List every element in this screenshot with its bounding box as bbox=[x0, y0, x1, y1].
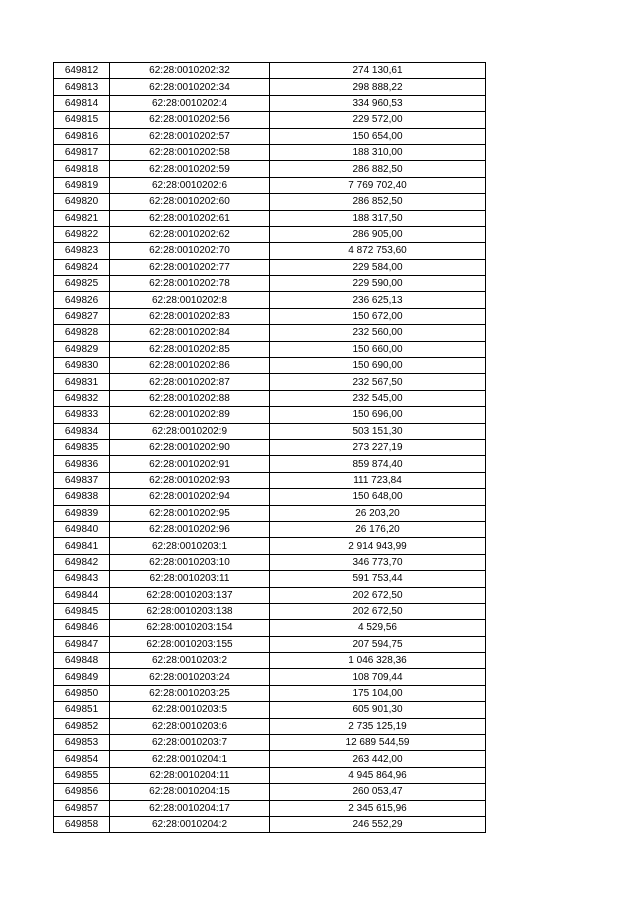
row-number-cell: 649820 bbox=[54, 194, 110, 210]
row-number-cell: 649817 bbox=[54, 144, 110, 160]
table-row bbox=[54, 226, 486, 242]
cadastral-number-cell: 62:28:0010202:57 bbox=[110, 128, 270, 144]
row-number-cell: 649850 bbox=[54, 685, 110, 701]
cadastral-number-cell: 62:28:0010204:15 bbox=[110, 784, 270, 800]
value-cell: 4 529,56 bbox=[270, 620, 486, 636]
table-row bbox=[54, 374, 486, 390]
cadastral-number-cell: 62:28:0010203:2 bbox=[110, 653, 270, 669]
row-number-cell: 649848 bbox=[54, 653, 110, 669]
table-row bbox=[54, 653, 486, 669]
value-cell: 26 203,20 bbox=[270, 505, 486, 521]
cadastral-number-cell: 62:28:0010202:84 bbox=[110, 325, 270, 341]
row-number-cell: 649814 bbox=[54, 95, 110, 111]
table-row bbox=[54, 423, 486, 439]
table-row bbox=[54, 472, 486, 488]
value-cell: 503 151,30 bbox=[270, 423, 486, 439]
value-cell: 286 882,50 bbox=[270, 161, 486, 177]
cadastral-number-cell: 62:28:0010204:1 bbox=[110, 751, 270, 767]
value-cell: 298 888,22 bbox=[270, 79, 486, 95]
row-number-cell: 649824 bbox=[54, 259, 110, 275]
row-number-cell: 649835 bbox=[54, 439, 110, 455]
table-body bbox=[54, 63, 486, 833]
value-cell: 202 672,50 bbox=[270, 603, 486, 619]
value-cell: 188 310,00 bbox=[270, 144, 486, 160]
value-cell: 150 660,00 bbox=[270, 341, 486, 357]
table-row bbox=[54, 767, 486, 783]
table-row bbox=[54, 489, 486, 505]
cadastral-number-cell: 62:28:0010202:59 bbox=[110, 161, 270, 177]
value-cell: 12 689 544,59 bbox=[270, 735, 486, 751]
table-row bbox=[54, 587, 486, 603]
value-cell: 108 709,44 bbox=[270, 669, 486, 685]
value-cell: 260 053,47 bbox=[270, 784, 486, 800]
value-cell: 229 584,00 bbox=[270, 259, 486, 275]
cadastral-number-cell: 62:28:0010202:6 bbox=[110, 177, 270, 193]
row-number-cell: 649813 bbox=[54, 79, 110, 95]
cadastral-number-cell: 62:28:0010202:61 bbox=[110, 210, 270, 226]
table-row bbox=[54, 194, 486, 210]
row-number-cell: 649858 bbox=[54, 816, 110, 832]
table-row bbox=[54, 505, 486, 521]
value-cell: 286 852,50 bbox=[270, 194, 486, 210]
row-number-cell: 649822 bbox=[54, 226, 110, 242]
value-cell: 2 345 615,96 bbox=[270, 800, 486, 816]
table-row bbox=[54, 636, 486, 652]
row-number-cell: 649815 bbox=[54, 112, 110, 128]
value-cell: 232 567,50 bbox=[270, 374, 486, 390]
cadastral-number-cell: 62:28:0010202:86 bbox=[110, 358, 270, 374]
value-cell: 150 672,00 bbox=[270, 308, 486, 324]
row-number-cell: 649832 bbox=[54, 390, 110, 406]
table-row bbox=[54, 308, 486, 324]
value-cell: 188 317,50 bbox=[270, 210, 486, 226]
row-number-cell: 649839 bbox=[54, 505, 110, 521]
table-row bbox=[54, 358, 486, 374]
cadastral-number-cell: 62:28:0010202:4 bbox=[110, 95, 270, 111]
value-cell: 150 690,00 bbox=[270, 358, 486, 374]
table-row bbox=[54, 63, 486, 79]
row-number-cell: 649834 bbox=[54, 423, 110, 439]
cadastral-number-cell: 62:28:0010202:56 bbox=[110, 112, 270, 128]
cadastral-number-cell: 62:28:0010202:95 bbox=[110, 505, 270, 521]
value-cell: 232 560,00 bbox=[270, 325, 486, 341]
value-cell: 246 552,29 bbox=[270, 816, 486, 832]
cadastral-number-cell: 62:28:0010203:154 bbox=[110, 620, 270, 636]
cadastral-number-cell: 62:28:0010204:17 bbox=[110, 800, 270, 816]
table-row bbox=[54, 735, 486, 751]
cadastral-number-cell: 62:28:0010203:11 bbox=[110, 571, 270, 587]
table-row bbox=[54, 554, 486, 570]
row-number-cell: 649854 bbox=[54, 751, 110, 767]
row-number-cell: 649816 bbox=[54, 128, 110, 144]
row-number-cell: 649855 bbox=[54, 767, 110, 783]
row-number-cell: 649812 bbox=[54, 63, 110, 79]
cadastral-number-cell: 62:28:0010202:87 bbox=[110, 374, 270, 390]
table-row bbox=[54, 538, 486, 554]
table-row bbox=[54, 210, 486, 226]
cadastral-number-cell: 62:28:0010202:91 bbox=[110, 456, 270, 472]
table-row bbox=[54, 456, 486, 472]
cadastral-number-cell: 62:28:0010202:34 bbox=[110, 79, 270, 95]
row-number-cell: 649852 bbox=[54, 718, 110, 734]
table-row bbox=[54, 620, 486, 636]
value-cell: 229 590,00 bbox=[270, 276, 486, 292]
table-row bbox=[54, 259, 486, 275]
value-cell: 286 905,00 bbox=[270, 226, 486, 242]
table-row bbox=[54, 685, 486, 701]
row-number-cell: 649837 bbox=[54, 472, 110, 488]
row-number-cell: 649840 bbox=[54, 521, 110, 537]
value-cell: 229 572,00 bbox=[270, 112, 486, 128]
row-number-cell: 649836 bbox=[54, 456, 110, 472]
cadastral-number-cell: 62:28:0010203:138 bbox=[110, 603, 270, 619]
value-cell: 4 872 753,60 bbox=[270, 243, 486, 259]
value-cell: 150 654,00 bbox=[270, 128, 486, 144]
row-number-cell: 649825 bbox=[54, 276, 110, 292]
table-row bbox=[54, 439, 486, 455]
value-cell: 4 945 864,96 bbox=[270, 767, 486, 783]
table-row bbox=[54, 144, 486, 160]
cadastral-number-cell: 62:28:0010202:32 bbox=[110, 63, 270, 79]
value-cell: 7 769 702,40 bbox=[270, 177, 486, 193]
value-cell: 150 696,00 bbox=[270, 407, 486, 423]
row-number-cell: 649846 bbox=[54, 620, 110, 636]
value-cell: 1 046 328,36 bbox=[270, 653, 486, 669]
cadastral-number-cell: 62:28:0010202:90 bbox=[110, 439, 270, 455]
cadastral-number-cell: 62:28:0010202:70 bbox=[110, 243, 270, 259]
cadastral-number-cell: 62:28:0010203:7 bbox=[110, 735, 270, 751]
row-number-cell: 649845 bbox=[54, 603, 110, 619]
table-row bbox=[54, 276, 486, 292]
cadastral-number-cell: 62:28:0010202:83 bbox=[110, 308, 270, 324]
table-row bbox=[54, 784, 486, 800]
table-row bbox=[54, 341, 486, 357]
cadastral-number-cell: 62:28:0010202:9 bbox=[110, 423, 270, 439]
table-row bbox=[54, 669, 486, 685]
table-row bbox=[54, 390, 486, 406]
cadastral-number-cell: 62:28:0010202:60 bbox=[110, 194, 270, 210]
table-row bbox=[54, 571, 486, 587]
value-cell: 175 104,00 bbox=[270, 685, 486, 701]
table-row bbox=[54, 800, 486, 816]
value-cell: 111 723,84 bbox=[270, 472, 486, 488]
value-cell: 207 594,75 bbox=[270, 636, 486, 652]
row-number-cell: 649838 bbox=[54, 489, 110, 505]
row-number-cell: 649847 bbox=[54, 636, 110, 652]
table-row bbox=[54, 161, 486, 177]
cadastral-number-cell: 62:28:0010204:11 bbox=[110, 767, 270, 783]
table-row bbox=[54, 718, 486, 734]
row-number-cell: 649833 bbox=[54, 407, 110, 423]
cadastral-number-cell: 62:28:0010202:78 bbox=[110, 276, 270, 292]
row-number-cell: 649830 bbox=[54, 358, 110, 374]
row-number-cell: 649844 bbox=[54, 587, 110, 603]
cadastral-number-cell: 62:28:0010202:88 bbox=[110, 390, 270, 406]
value-cell: 263 442,00 bbox=[270, 751, 486, 767]
value-cell: 591 753,44 bbox=[270, 571, 486, 587]
cadastral-number-cell: 62:28:0010203:10 bbox=[110, 554, 270, 570]
row-number-cell: 649818 bbox=[54, 161, 110, 177]
row-number-cell: 649819 bbox=[54, 177, 110, 193]
row-number-cell: 649829 bbox=[54, 341, 110, 357]
row-number-cell: 649843 bbox=[54, 571, 110, 587]
row-number-cell: 649849 bbox=[54, 669, 110, 685]
table-row bbox=[54, 128, 486, 144]
value-cell: 273 227,19 bbox=[270, 439, 486, 455]
table-row bbox=[54, 521, 486, 537]
cadastral-number-cell: 62:28:0010203:24 bbox=[110, 669, 270, 685]
cadastral-number-cell: 62:28:0010203:137 bbox=[110, 587, 270, 603]
value-cell: 346 773,70 bbox=[270, 554, 486, 570]
cadastral-number-cell: 62:28:0010202:8 bbox=[110, 292, 270, 308]
table-row bbox=[54, 816, 486, 832]
row-number-cell: 649842 bbox=[54, 554, 110, 570]
data-table bbox=[53, 62, 486, 833]
row-number-cell: 649826 bbox=[54, 292, 110, 308]
cadastral-number-cell: 62:28:0010202:89 bbox=[110, 407, 270, 423]
cadastral-number-cell: 62:28:0010203:5 bbox=[110, 702, 270, 718]
cadastral-number-cell: 62:28:0010204:2 bbox=[110, 816, 270, 832]
row-number-cell: 649823 bbox=[54, 243, 110, 259]
value-cell: 2 735 125,19 bbox=[270, 718, 486, 734]
value-cell: 236 625,13 bbox=[270, 292, 486, 308]
value-cell: 334 960,53 bbox=[270, 95, 486, 111]
row-number-cell: 649828 bbox=[54, 325, 110, 341]
value-cell: 202 672,50 bbox=[270, 587, 486, 603]
value-cell: 26 176,20 bbox=[270, 521, 486, 537]
cadastral-number-cell: 62:28:0010203:155 bbox=[110, 636, 270, 652]
row-number-cell: 649853 bbox=[54, 735, 110, 751]
value-cell: 605 901,30 bbox=[270, 702, 486, 718]
table-row bbox=[54, 95, 486, 111]
cadastral-number-cell: 62:28:0010202:96 bbox=[110, 521, 270, 537]
table-row bbox=[54, 243, 486, 259]
cadastral-number-cell: 62:28:0010203:25 bbox=[110, 685, 270, 701]
cadastral-number-cell: 62:28:0010202:85 bbox=[110, 341, 270, 357]
cadastral-number-cell: 62:28:0010203:1 bbox=[110, 538, 270, 554]
row-number-cell: 649827 bbox=[54, 308, 110, 324]
row-number-cell: 649821 bbox=[54, 210, 110, 226]
table-row bbox=[54, 407, 486, 423]
value-cell: 859 874,40 bbox=[270, 456, 486, 472]
table-row bbox=[54, 702, 486, 718]
value-cell: 232 545,00 bbox=[270, 390, 486, 406]
cadastral-number-cell: 62:28:0010202:94 bbox=[110, 489, 270, 505]
value-cell: 274 130,61 bbox=[270, 63, 486, 79]
table-row bbox=[54, 751, 486, 767]
cadastral-number-cell: 62:28:0010202:93 bbox=[110, 472, 270, 488]
table-row bbox=[54, 292, 486, 308]
row-number-cell: 649857 bbox=[54, 800, 110, 816]
table-row bbox=[54, 603, 486, 619]
row-number-cell: 649841 bbox=[54, 538, 110, 554]
table-row bbox=[54, 177, 486, 193]
table-row bbox=[54, 79, 486, 95]
value-cell: 2 914 943,99 bbox=[270, 538, 486, 554]
value-cell: 150 648,00 bbox=[270, 489, 486, 505]
cadastral-number-cell: 62:28:0010202:58 bbox=[110, 144, 270, 160]
cadastral-number-cell: 62:28:0010202:62 bbox=[110, 226, 270, 242]
table-row bbox=[54, 325, 486, 341]
row-number-cell: 649831 bbox=[54, 374, 110, 390]
table-row bbox=[54, 112, 486, 128]
cadastral-number-cell: 62:28:0010203:6 bbox=[110, 718, 270, 734]
row-number-cell: 649851 bbox=[54, 702, 110, 718]
row-number-cell: 649856 bbox=[54, 784, 110, 800]
cadastral-number-cell: 62:28:0010202:77 bbox=[110, 259, 270, 275]
